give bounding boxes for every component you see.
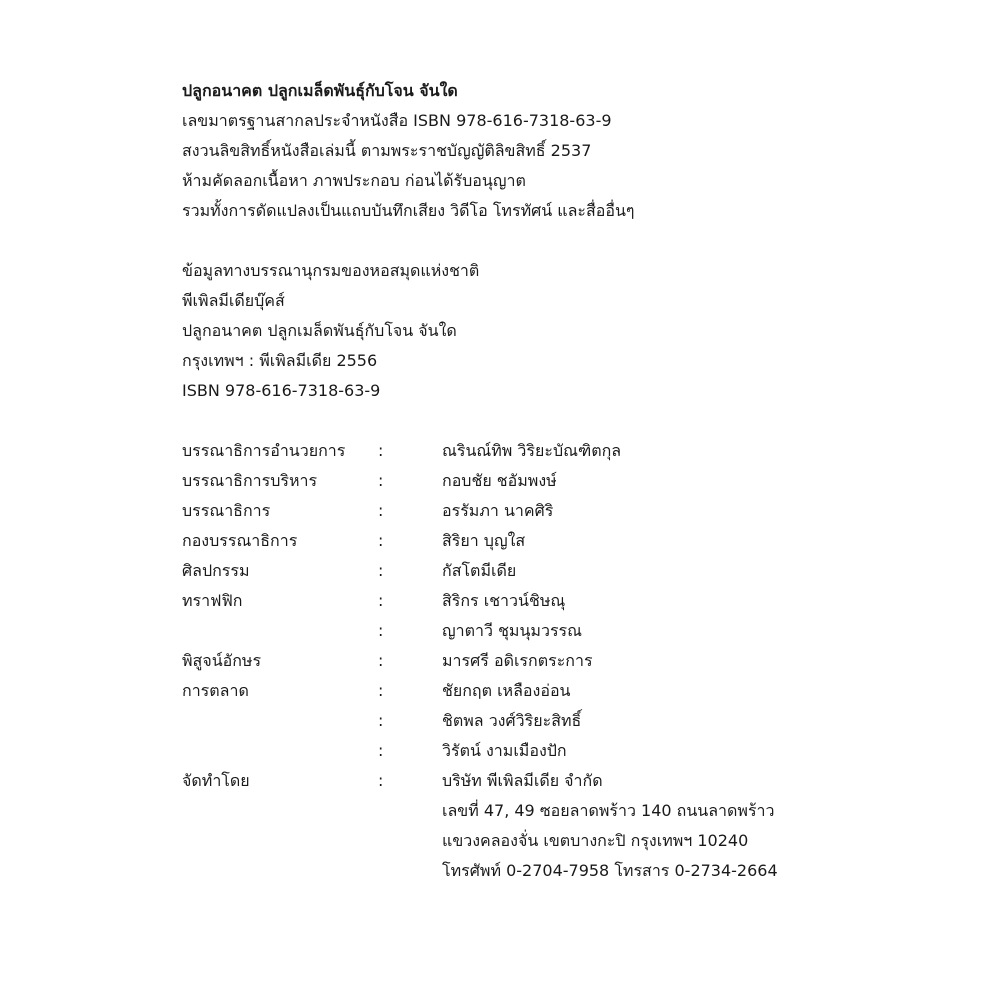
credit-name: ชิตพล วงศ์วิริยะสิทธิ์: [442, 711, 582, 730]
cataloging-title: ปลูกอนาคต ปลูกเมล็ดพันธุ์กับโจน จันใด: [182, 321, 457, 340]
publisher-district: แขวงคลองจั่น เขตบางกะปิ กรุงเทพฯ 10240: [442, 831, 749, 850]
credit-colon: :: [378, 591, 384, 610]
credit-role: ทราฟฟิก: [182, 591, 243, 610]
credit-row: [182, 466, 962, 496]
isbn-statement: เลขมาตรฐานสากลประจำหนังสือ ISBN 978-616-7318-63-9: [182, 111, 612, 130]
credit-row: [182, 736, 962, 766]
credit-colon: :: [378, 711, 384, 730]
credit-role: พิสูจน์อักษร: [182, 651, 262, 670]
credit-colon: :: [378, 741, 384, 760]
credit-colon: :: [378, 651, 384, 670]
credit-row: [182, 496, 962, 526]
credit-row: [182, 526, 962, 556]
credit-colon: :: [378, 501, 384, 520]
adaptation-statement: รวมทั้งการดัดแปลงเป็นแถบบันทึกเสียง วิดีโอ โทรทัศน์ และสื่ออื่นๆ: [182, 201, 635, 220]
credit-name: กอบชัย ชอัมพงษ์: [442, 471, 557, 490]
credit-role: บรรณาธิการบริหาร: [182, 471, 318, 490]
book-title: ปลูกอนาคต ปลูกเมล็ดพันธุ์กับโจน จันใด: [182, 81, 458, 100]
credit-role: กองบรรณาธิการ: [182, 531, 298, 550]
copyright-page: [182, 76, 962, 886]
credit-name: บริษัท พีเพิลมีเดีย จำกัด: [442, 771, 603, 790]
section-spacer: [182, 406, 962, 436]
credit-name: อรรัมภา นาคศิริ: [442, 501, 554, 520]
credit-role: ศิลปกรรม: [182, 561, 250, 580]
address-row: [182, 796, 962, 826]
publisher-phone: โทรศัพท์ 0-2704-7958 โทรสาร 0-2734-2664: [442, 861, 778, 880]
credit-role: บรรณาธิการ: [182, 501, 271, 520]
credit-name: วิรัตน์ งามเมืองปัก: [442, 741, 567, 760]
credit-row: [182, 616, 962, 646]
section-spacer: [182, 226, 962, 256]
credit-name: ชัยกฤต เหลืองอ่อน: [442, 681, 571, 700]
credit-colon: :: [378, 771, 384, 790]
credit-name: กัสโตมีเดีย: [442, 561, 517, 580]
credit-row: [182, 766, 962, 796]
credit-colon: :: [378, 561, 384, 580]
credit-name: มารศรี อดิเรกตระการ: [442, 651, 593, 670]
cataloging-isbn: ISBN 978-616-7318-63-9: [182, 381, 381, 400]
credit-row: [182, 646, 962, 676]
credit-colon: :: [378, 621, 384, 640]
credit-row: [182, 586, 962, 616]
credits-list: [182, 436, 962, 886]
cataloging-heading: ข้อมูลทางบรรณานุกรมของหอสมุดแห่งชาติ: [182, 261, 480, 280]
address-row: [182, 826, 962, 856]
credit-colon: :: [378, 681, 384, 700]
credit-row: [182, 436, 962, 466]
copyright-statement: สงวนลิขสิทธิ์หนังสือเล่มนี้ ตามพระราชบัญญัติลิขสิทธิ์ 2537: [182, 141, 592, 160]
credit-row: [182, 556, 962, 586]
cataloging-imprint: กรุงเทพฯ : พีเพิลมีเดีย 2556: [182, 351, 378, 370]
credit-name: ญาตาวี ชุมนุมวรรณ: [442, 621, 582, 640]
credit-colon: :: [378, 471, 384, 490]
credit-role: จัดทำโดย: [182, 771, 250, 790]
address-row: [182, 856, 962, 886]
publisher-address: เลขที่ 47, 49 ซอยลาดพร้าว 140 ถนนลาดพร้าว: [442, 801, 775, 820]
credit-colon: :: [378, 441, 384, 460]
credit-row: [182, 676, 962, 706]
credit-name: ณรินณ์ทิพ วิริยะบัณฑิตกุล: [442, 441, 622, 460]
credit-row: [182, 706, 962, 736]
credit-colon: :: [378, 531, 384, 550]
no-copy-statement: ห้ามคัดลอกเนื้อหา ภาพประกอบ ก่อนได้รับอนุญาต: [182, 171, 526, 190]
credit-role: การตลาด: [182, 681, 249, 700]
credit-role: บรรณาธิการอำนวยการ: [182, 441, 346, 460]
credit-name: สิริกร เชาวน์ชิษณุ: [442, 591, 566, 610]
cataloging-author: พีเพิลมีเดียบุ๊คส์: [182, 291, 285, 310]
credit-name: สิริยา บุญใส: [442, 531, 526, 550]
